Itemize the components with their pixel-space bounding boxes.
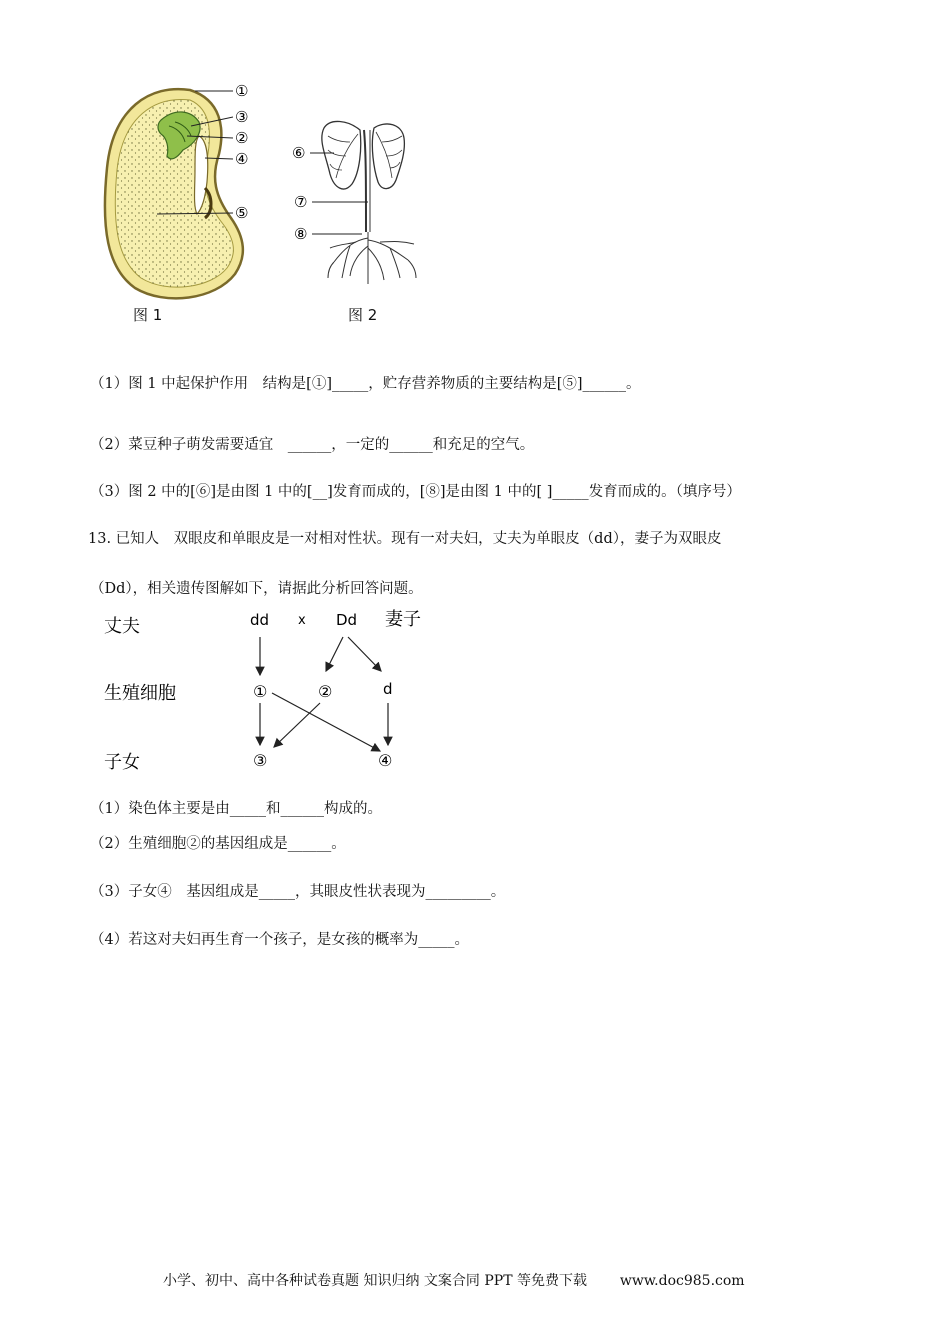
wife-label: 妻子 <box>385 609 421 630</box>
roots <box>328 232 416 284</box>
arrow-gamete2-child3 <box>274 703 320 747</box>
q13-part4: （4）若这对夫妇再生育一个孩子，是女孩的概率为_____。 <box>90 932 469 948</box>
footer-text: 小学、初中、高中各种试卷真题 知识归纳 文案合同 PPT 等免费下载 <box>163 1273 587 1289</box>
q13-part2: （2）生殖细胞②的基因组成是______。 <box>90 836 346 852</box>
marker-6: ⑥ <box>292 144 306 162</box>
husband-genotype: dd <box>250 611 270 629</box>
figure2-caption: 图 2 <box>348 306 378 324</box>
q12-part2: （2）菜豆种子萌发需要适宜 ______，一定的______和充足的空气。 <box>90 437 535 453</box>
q13-part3: （3）子女④ 基因组成是_____，其眼皮性状表现为_________。 <box>90 884 506 900</box>
footer-url[interactable]: www.doc985.com <box>619 1273 745 1289</box>
arrow-wife-gamete2 <box>326 637 343 671</box>
gamete-d: d <box>383 680 393 698</box>
q13-part1: （1）染色体主要是由_____和______构成的。 <box>90 801 382 817</box>
marker-8: ⑧ <box>294 225 308 243</box>
stem <box>364 130 366 232</box>
figure2-seedling <box>290 112 430 287</box>
gamete-2: ② <box>318 682 333 701</box>
marker-1: ① <box>235 82 249 100</box>
genetics-diagram <box>98 605 438 780</box>
footer <box>163 1270 745 1290</box>
row-label-children: 子女 <box>104 752 140 773</box>
row-label-gamete: 生殖细胞 <box>104 683 176 704</box>
gamete-1: ① <box>253 682 268 701</box>
q13-stem-line2: （Dd），相关遗传图解如下，请据此分析回答问题。 <box>90 581 423 597</box>
wife-genotype: Dd <box>336 611 358 629</box>
marker-4: ④ <box>235 150 249 168</box>
marker-7: ⑦ <box>294 193 308 211</box>
child-3: ③ <box>253 751 268 770</box>
marker-5: ⑤ <box>235 204 249 222</box>
figure1-caption: 图 1 <box>133 306 163 324</box>
child-4: ④ <box>378 751 393 770</box>
marker-2: ② <box>235 129 249 147</box>
leaf-left <box>322 121 361 189</box>
figure1-bean-seed <box>95 78 270 318</box>
q12-part1: （1）图 1 中起保护作用 结构是[①]_____，贮存营养物质的主要结构是[⑤]______。 <box>90 376 641 392</box>
arrow-wife-gamete-d <box>348 637 381 671</box>
cross-symbol: x <box>298 613 306 628</box>
row-label-husband: 丈夫 <box>104 616 140 637</box>
arrow-gamete1-child4 <box>272 693 380 751</box>
marker-3: ③ <box>235 108 249 126</box>
q13-stem-line1: 13. 已知人 双眼皮和单眼皮是一对相对性状。现有一对夫妇，丈夫为单眼皮（dd），妻子为双眼皮 <box>88 531 722 547</box>
q12-part3: （3）图 2 中的[⑥]是由图 1 中的[__]发育而成的，[⑧]是由图 1 中的[ ]_____发育而成的。（填序号） <box>90 484 741 500</box>
